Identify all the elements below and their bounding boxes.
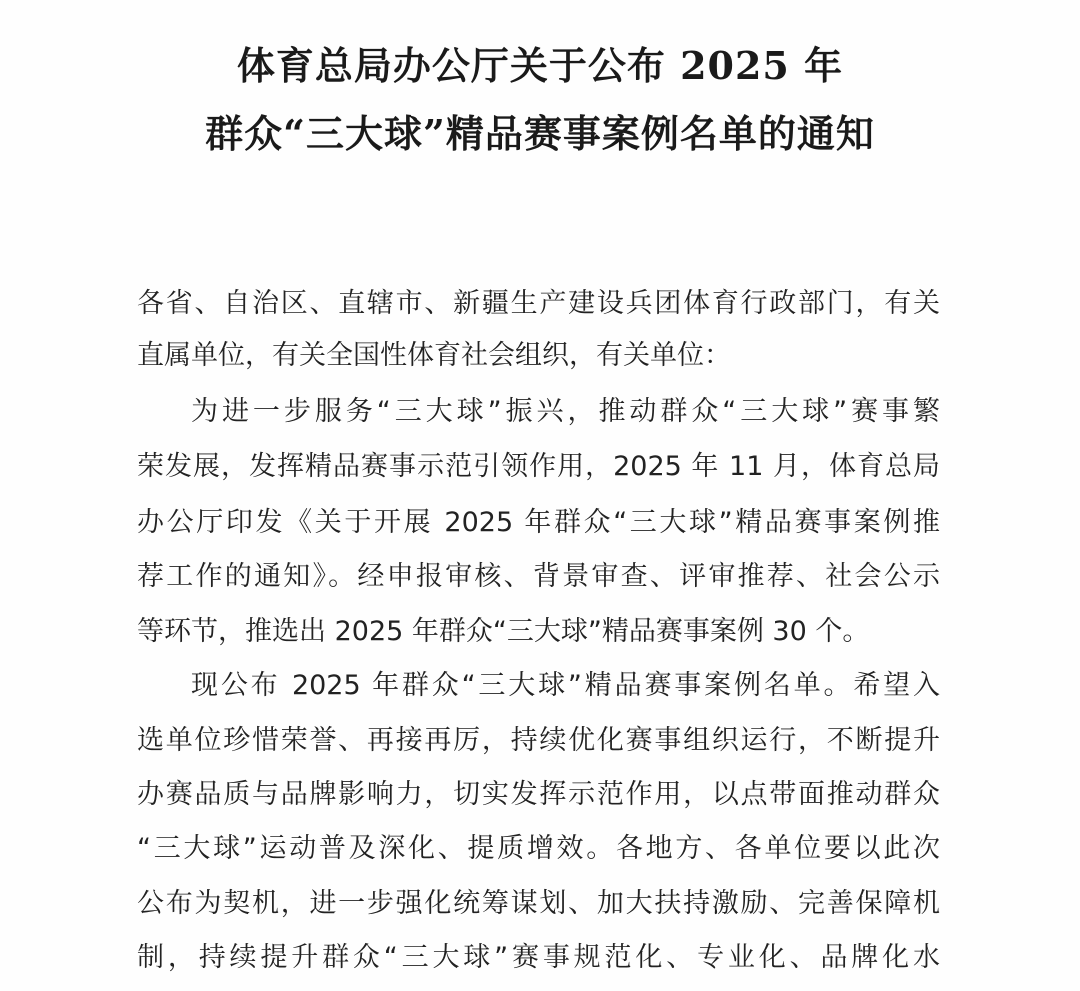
body-line-text: 荣发展，发挥精品赛事示范引领作用，2025 年 11 月，体育总局 xyxy=(137,451,940,482)
body-line-text: 公布为契机，进一步强化统筹谋划、加大扶持激励、完善保障机 xyxy=(137,888,940,919)
body-line-text: 制，持续提升群众“三大球”赛事规范化、专业化、品牌化水 xyxy=(137,942,940,973)
document-title-line-2: 群众“三大球”精品赛事案例名单的通知 xyxy=(205,111,875,156)
body-line-text: 为进一步服务“三大球”振兴，推动群众“三大球”赛事繁 xyxy=(191,396,940,427)
body-line-text: 办公厅印发《关于开展 2025 年群众“三大球”精品赛事案例推 xyxy=(137,507,940,538)
body-line-text: 办赛品质与品牌影响力，切实发挥示范作用，以点带面推动群众 xyxy=(137,779,940,810)
document-title-line-1: 体育总局办公厅关于公布 2025 年 xyxy=(236,43,844,88)
body-line-text: 各省、自治区、直辖市、新疆生产建设兵团体育行政部门，有关 xyxy=(137,288,940,319)
body-line-text: 选单位珍惜荣誉、再接再厉，持续优化赛事组织运行，不断提升 xyxy=(137,725,940,756)
body-line-text: 直属单位，有关全国性体育社会组织，有关单位： xyxy=(137,340,731,371)
body-line-text: 等环节，推选出 2025 年群众“三大球”精品赛事案例 30 个。 xyxy=(137,616,870,647)
body-line-text: 现公布 2025 年群众“三大球”精品赛事案例名单。希望入 xyxy=(191,670,940,701)
body-line-text: 荐工作的通知》。经申报审核、背景审查、评审推荐、社会公示 xyxy=(137,561,940,592)
body-line-text: “三大球”运动普及深化、提质增效。各地方、各单位要以此次 xyxy=(137,833,940,864)
